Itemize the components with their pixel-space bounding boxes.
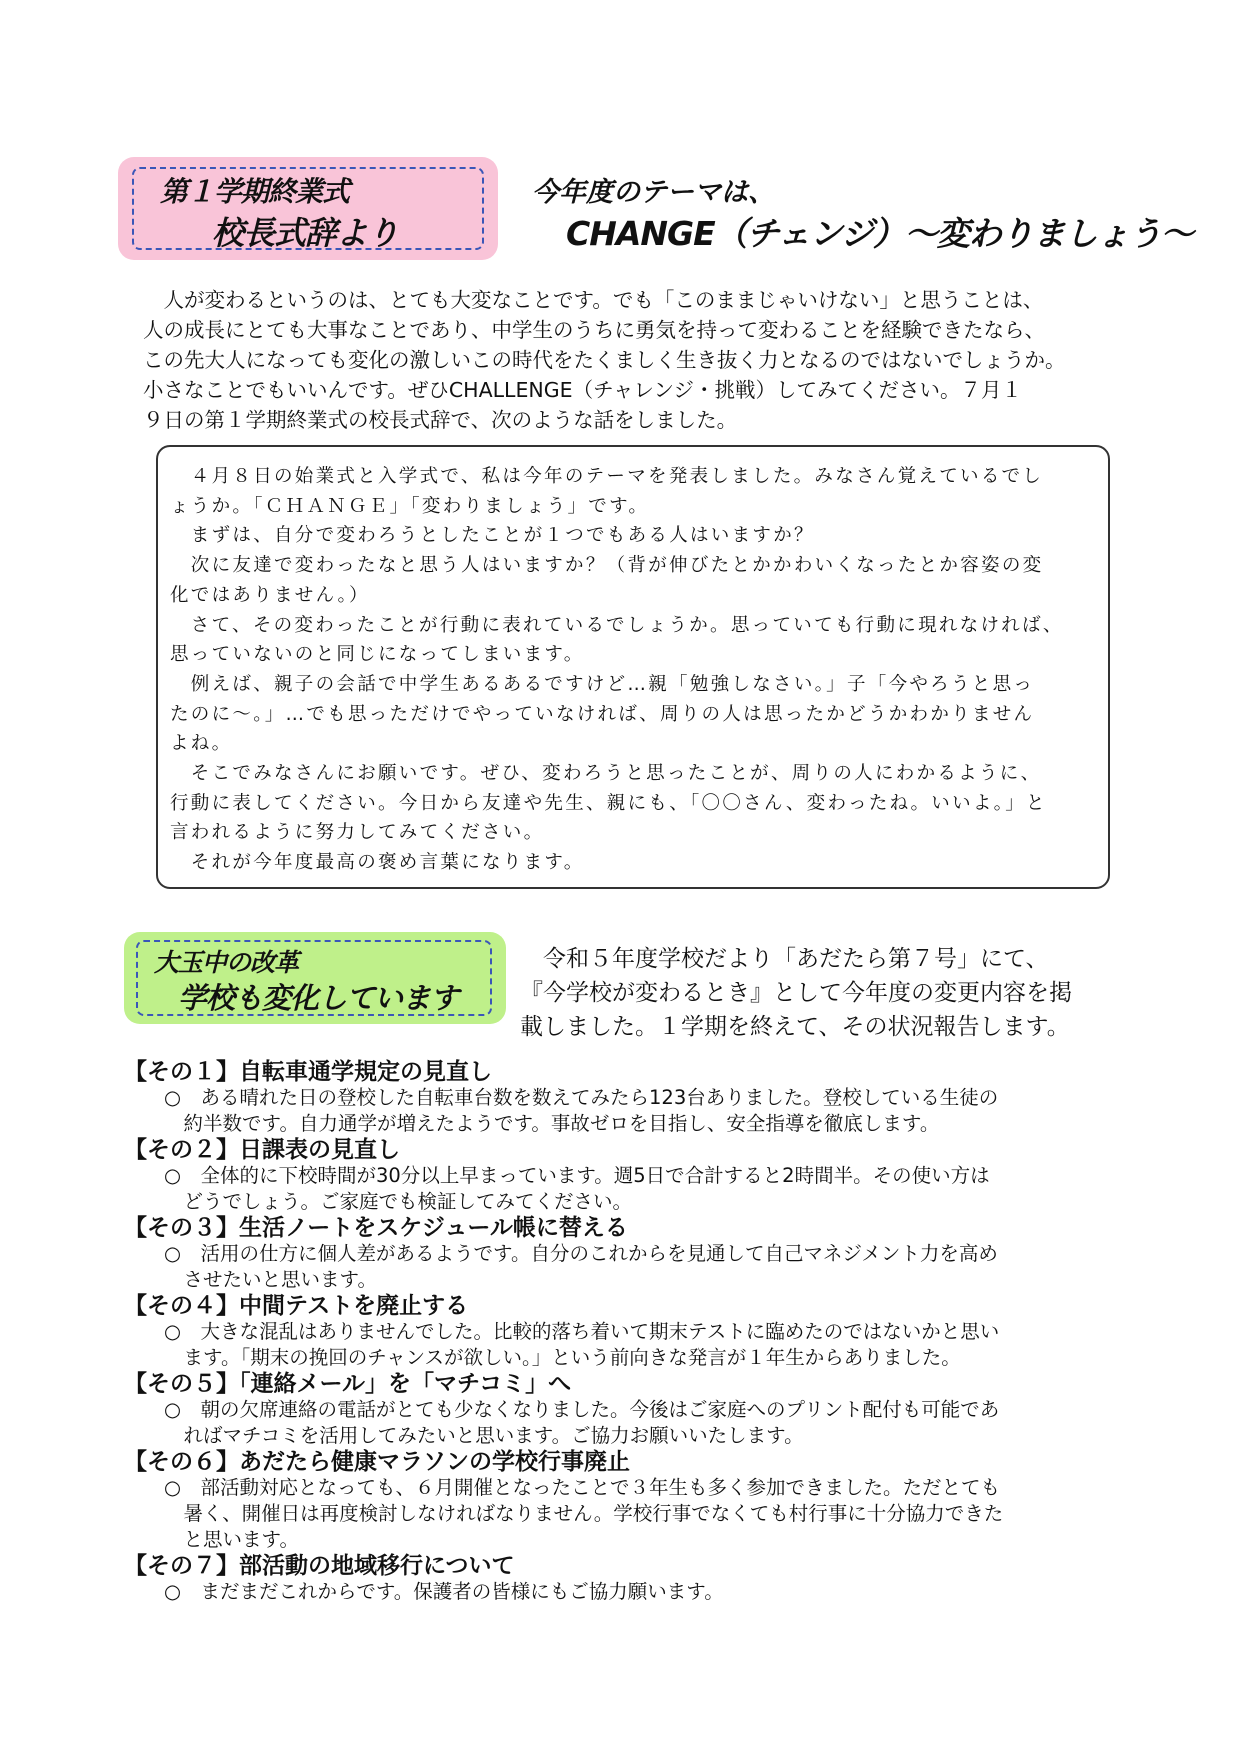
intro-line: ９日の第１学期終業式の校長式辞で、次のような話をしました。 [143,408,738,432]
speech-line: まずは、自分で変わろうとしたことが１つでもある人はいますか？ [170,525,815,547]
item-line: ○ 活用の仕方に個人差があるようです。自分のこれからを見通して自己マネジメント力を高め [164,1242,998,1265]
item-line: 約半数です。自力通学が増えたようです。事故ゼロを目指し、安全指導を徹底します。 [164,1112,940,1135]
item-body-5 [164,1397,999,1449]
section2-header-line2: 学校も変化しています [178,981,459,1015]
item-line: ○ 朝の欠席連絡の電話がとても少なくなりました。今後はご家庭へのプリント配付も可能であ [164,1398,1000,1421]
speech-line: 例えば、親子の会話で中学生あるあるですけど…親「勉強しなさい。」子「今やろうと思っ [170,673,1035,695]
item-line: と思います。 [164,1528,299,1551]
section1-intro [143,285,1066,435]
speech-line: 言われるように努力してみてください。 [170,822,545,844]
speech-line: 化ではありません。） [170,584,370,606]
speech-line: 次に友達で変わったなと思う人はいますか？（背が伸びたとかかわいくなったとか容姿の変 [170,555,1044,577]
item-title-6: 【その６】あだたら健康マラソンの学校行事廃止 [124,1449,630,1475]
item-title-7: 【その７】部活動の地域移行について [124,1553,515,1579]
theme-title: CHANGE（チェンジ）～変わりましょう～ [566,214,1193,253]
item-line: ○ 大きな混乱はありませんでした。比較的落ち着いて期末テストに臨めたのではないかと思い [164,1320,1000,1343]
speech-line: それが今年度最高の褒め言葉になります。 [170,852,585,874]
intro-line: 小さなことでもいいんです。ぜひCHALLENGE（チャレンジ・挑戦）してみてください。７月１ [143,378,1022,402]
item-body-6 [164,1475,1003,1553]
section1-header-line1: 第１学期終業式 [160,175,350,208]
item-line: させたいと思います。 [164,1268,377,1291]
item-title-2: 【その２】日課表の見直し [124,1137,400,1163]
speech-line: そこでみなさんにお願いです。ぜひ、変わろうと思ったことが、周りの人にわかるように、 [170,763,1042,785]
item-body-1 [164,1085,998,1137]
speech-line: ４月８日の始業式と入学式で、私は今年のテーマを発表しました。みなさん覚えているでし [170,466,1044,487]
intro2-line: 載しました。１学期を終えて、その状況報告します。 [520,1014,1070,1040]
speech-line: 思っていないのと同じになってしまいます。 [170,644,585,666]
section1-header-line2: 校長式辞より [212,214,399,252]
item-line: ます。「期末の挽回のチャンスが欲しい。」という前向きな発言が１年生からありました。 [164,1346,961,1369]
speech-line: 行動に表してください。今日から友達や先生、親にも、「〇〇さん、変わったね。いいよ。」と [170,792,1047,814]
item-line: 暑く、開催日は再度検討しなければなりません。学校行事でなくても村行事に十分協力できた [164,1502,1004,1525]
intro-line: この先大人になっても変化の激しいこの時代をたくましく生き抜く力となるのではないでしょうか。 [143,348,1066,372]
intro-line: 人が変わるというのは、とても大変なことです。でも「このままじゃいけない」と思うことは、 [143,288,1044,312]
item-title-3: 【その３】生活ノートをスケジュール帳に替える [124,1215,628,1241]
speech-line: たのに～。」…でも思っただけでやっていなければ、周りの人は思ったかどうかわかりません [170,703,1035,725]
theme-label: 今年度のテーマは、 [532,177,775,208]
intro-line: 人の成長にとても大事なことであり、中学生のうちに勇気を持って変わることを経験できたなら、 [143,318,1045,342]
item-body-2 [164,1163,990,1215]
section2-intro [520,942,1072,1044]
item-body-4 [164,1319,999,1371]
intro2-line: 令和５年度学校だより「あだたら第７号」にて、 [520,946,1049,972]
intro2-line: 『今学校が変わるとき』として今年度の変更内容を掲 [520,980,1072,1006]
item-line: どうでしょう。ご家庭でも検証してみてください。 [164,1190,633,1213]
item-body-3 [164,1241,998,1293]
item-title-4: 【その４】中間テストを廃止する [124,1293,469,1319]
item-body-7 [164,1579,724,1605]
speech-line: ょうか。「ＣＨＡＮＧＥ」「変わりましょう」です。 [170,495,650,517]
item-title-5: 【その５】「連絡メール」を「マチコミ」へ [124,1371,572,1397]
item-line: ○ 全体的に下校時間が30分以上早まっています。週5日で合計すると2時間半。その使い方は [164,1164,990,1187]
item-line: ○ 部活動対応となっても、６月開催となったことで３年生も多く参加できました。ただとても [164,1476,1001,1499]
speech-text [170,462,1064,878]
item-line: ればマチコミを活用してみたいと思います。ご協力お願いいたします。 [164,1424,804,1447]
item-line: ○ まだまだこれからです。保護者の皆様にもご協力願います。 [164,1580,724,1603]
speech-line: さて、その変わったことが行動に表れているでしょうか。思っていても行動に現れなければ、 [170,614,1064,636]
item-line: ○ ある晴れた日の登校した自転車台数を数えてみたら123台ありました。登校している生徒の [164,1086,999,1109]
speech-line: よね。 [170,733,233,755]
item-title-1: 【その１】自転車通学規定の見直し [124,1059,492,1085]
section2-header-line1: 大玉中の改革 [154,948,299,977]
